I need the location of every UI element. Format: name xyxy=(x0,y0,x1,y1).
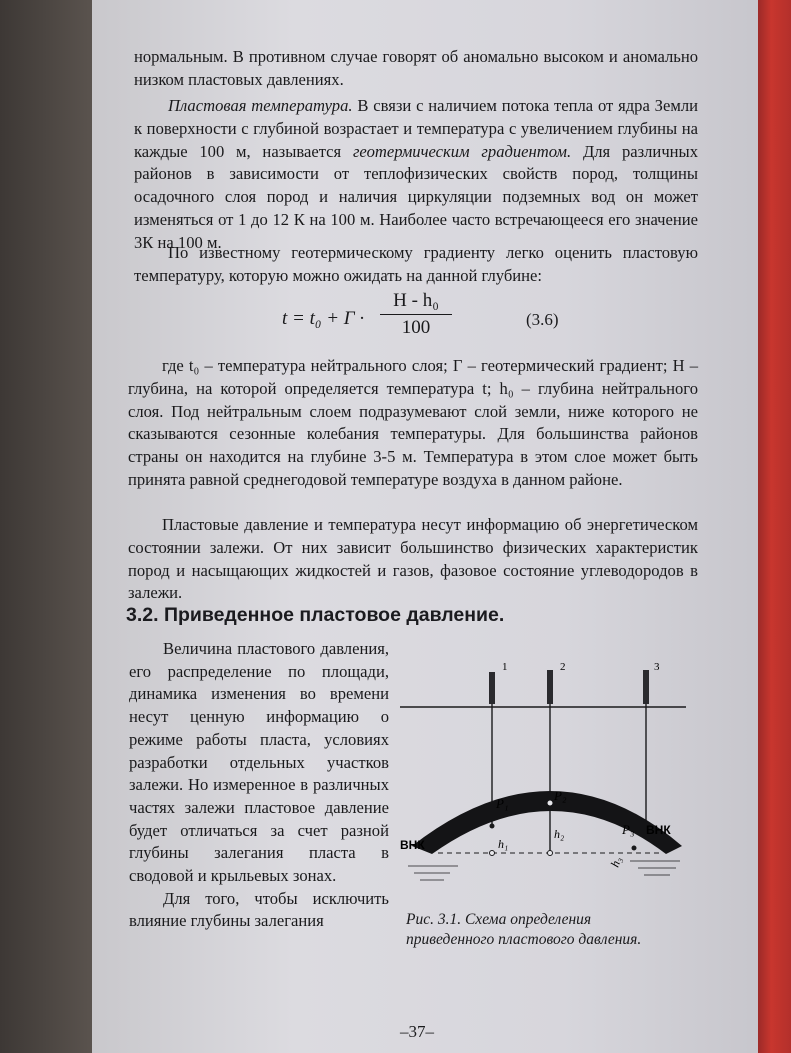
paragraph-2: Пластовая температура. В связи с наличием потока тепла от ядра Земли к поверхности с глубиной возрастает и температура с увеличением глубины на каждые 100 м, называется геотермическим градиентом. Для различных районов в зависимости от теплофизических свойств пород, толщины осадочного слоя пород и наличия циркуляции подземных вод он может изменяться от 1 до 12 К на 100 м. Наиболее часто встречающееся его значение 3К на 100 м. xyxy=(134,96,698,252)
well-3 xyxy=(643,670,649,836)
pressure-label-p2: P₂ xyxy=(554,788,567,803)
depth-label-h1: h₁ xyxy=(498,837,509,851)
paragraph-3: По известному геотермическому градиенту легко оценить пластовую температуру, которую можно ожидать на данной глубине: xyxy=(134,243,698,285)
pressure-label-p3: P₃ xyxy=(622,822,635,837)
formula-3-6 xyxy=(282,290,622,350)
term-gradient: геотермическим градиентом. xyxy=(352,141,572,161)
term-temperature: Пластовая температура. xyxy=(168,96,353,115)
point-p2 xyxy=(548,801,553,806)
contact-label-right: ВНК xyxy=(646,823,671,837)
well-2 xyxy=(547,670,553,851)
water-zone-left xyxy=(408,866,458,880)
formula-fraction xyxy=(380,290,452,339)
point-h1 xyxy=(490,851,495,856)
formula-denominator: 100 xyxy=(401,317,431,338)
reservoir-layer xyxy=(412,791,682,854)
paragraph-1: нормальным. В противном случае говорят об аномально высоком и аномально низком пластовых давлениях. xyxy=(134,47,698,89)
paragraph-5: Пластовые давление и температура несут информацию об энергетическом состоянии залежи. От них зависит большинство физических характеристик пород и насыщающих жидкостей и газов, фазовое состояние углеводородов в залежи. xyxy=(128,515,698,603)
paragraph-4: где t₀ – температура нейтрального слоя; Г – геотермический градиент; Н – глубина, на которой определяется температура t; h₀ – глубина нейтрального слоя. Под нейтральным слоем подразумевают слой земли, ниже которого не сказываются сезонные колебания температуры. Для большинства районов страны он находится на глубине 3-5 м. Температура в этом слое может быть принята равной среднегодовой температуре воздуха в данном районе. xyxy=(128,356,698,489)
point-p1 xyxy=(490,824,495,829)
formula-lhs: t = t₀ + Г · xyxy=(282,308,365,329)
well-label-3: 3 xyxy=(654,661,660,673)
depth-label-h3: h₃ xyxy=(607,854,625,870)
pressure-label-p1: P₁ xyxy=(496,796,509,811)
book-cover-edge xyxy=(758,0,791,1053)
section-paragraph: Величина пластового давления, его распределение по площади, динамика изменения во времени несут ценную информацию о режиме работы пласта, условиях разработки отдельных участков залежи. Но измеренное в различных частях залежи пластовое давление будет отличаться за счет разной глубины залегания пласта в сводовой и крыльевых зонах. Для того, чтобы исключить влияние глубины залегания xyxy=(129,639,389,931)
page-number: –37– xyxy=(400,1022,434,1041)
formula-number: (3.6) xyxy=(526,310,559,329)
depth-label-h2: h₂ xyxy=(554,827,565,841)
well-label-2: 2 xyxy=(560,661,566,673)
water-zone-right xyxy=(630,861,680,875)
formula-numerator: H - h₀ xyxy=(380,290,452,315)
section-heading: 3.2. Приведенное пластовое давление. xyxy=(126,604,505,626)
reservoir-diagram xyxy=(398,656,688,896)
well-label-1: 1 xyxy=(502,661,508,673)
contact-label-left: ВНК xyxy=(400,838,425,852)
point-h2 xyxy=(548,851,553,856)
point-p3 xyxy=(632,846,637,851)
figure-caption: Рис. 3.1. Схема определения приведенного пластового давления. xyxy=(406,911,642,948)
desk-background xyxy=(0,0,92,1053)
